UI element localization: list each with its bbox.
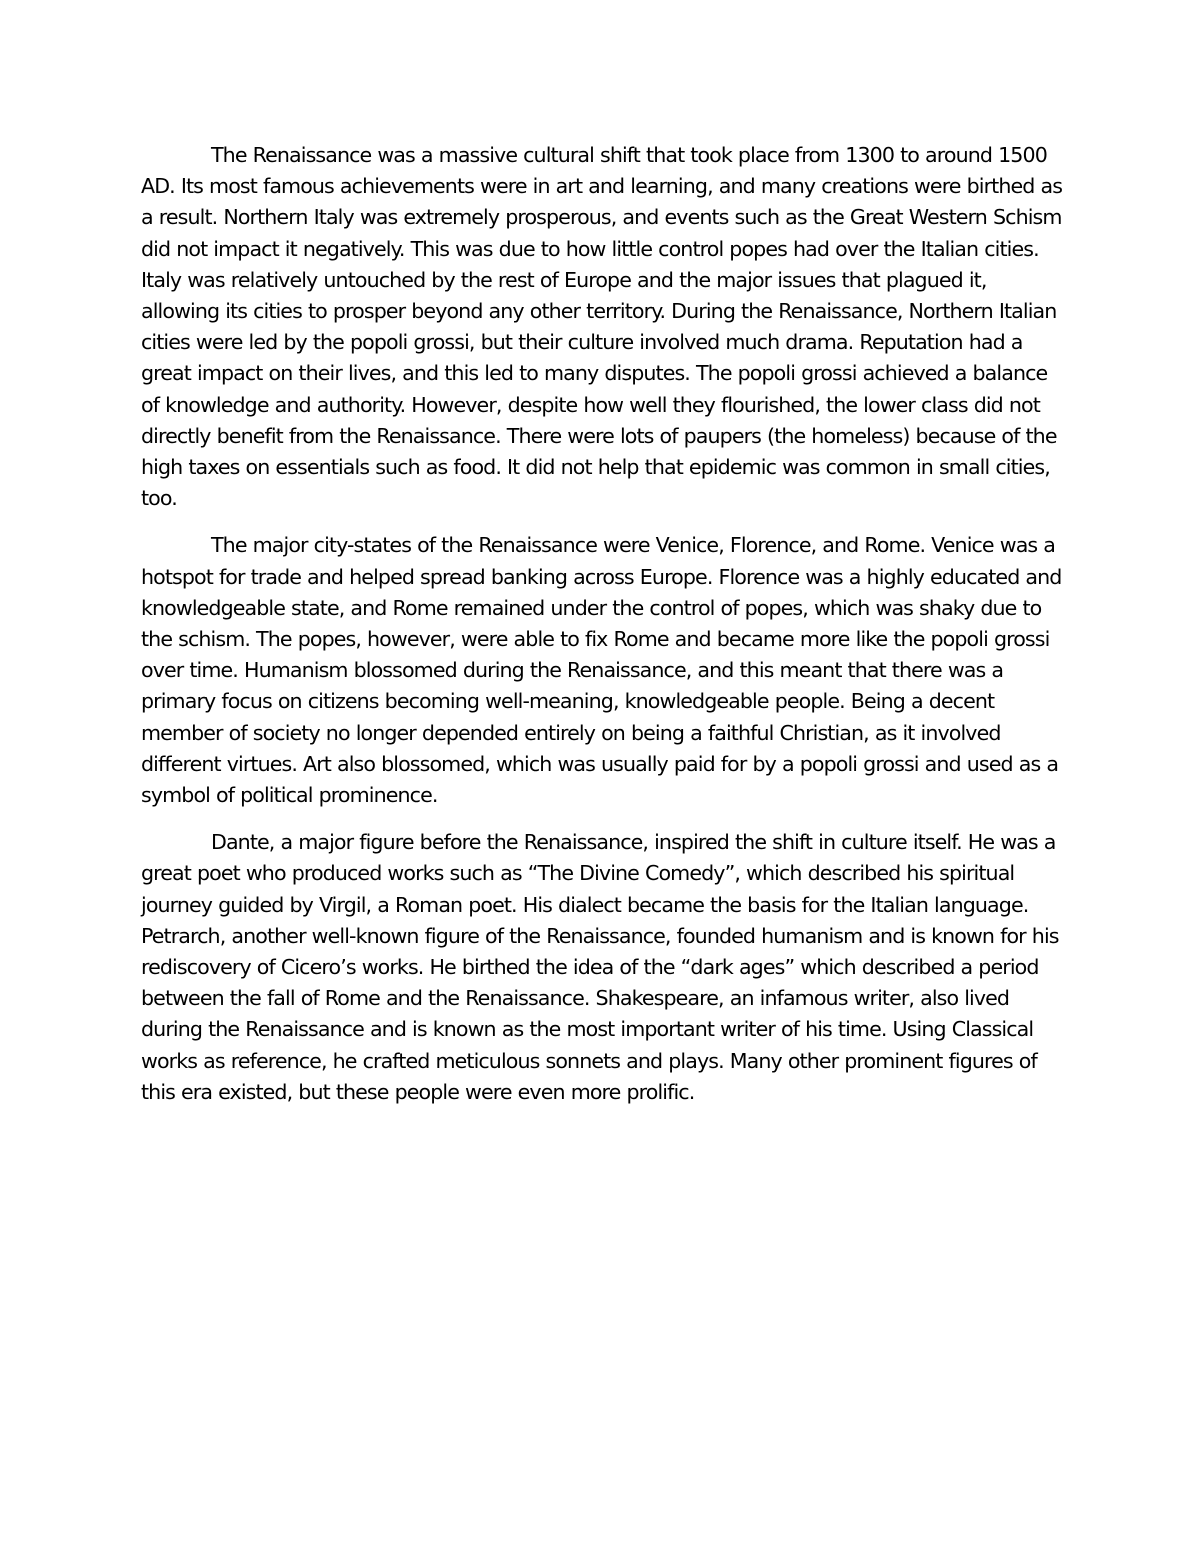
paragraph-1: The Renaissance was a massive cultural shift that took place from 1300 to around 1500 AD. Its most famous achievements were in art and learning, and many creations were birthed as a result. Northern Italy was extremely prosperous, and events such as the Great Western Schism did not impact it negatively. This was due to how little control popes had over the Italian cities. Italy was relatively untouched by the rest of Europe and the major issues that plagued it, allowing its cities to prosper beyond any other territory. During the Renaissance, Northern Italian cities were led by the popoli grossi, but their culture involved much drama. Reputation had a great impact on their lives, and this led to many disputes. The popoli grossi achieved a balance of knowledge and authority. However, despite how well they flourished, the lower class did not directly benefit from the Renaissance. There were lots of paupers (the homeless) because of the high taxes on essentials such as food. It did not help that epidemic was common in small cities, too. xyxy=(141,143,1063,511)
document-body xyxy=(141,140,1066,1124)
paragraph-2: The major city-states of the Renaissance were Venice, Florence, and Rome. Venice was a hotspot for trade and helped spread banking across Europe. Florence was a highly educated and knowledgeable state, and Rome remained under the control of popes, which was shaky due to the schism. The popes, however, were able to fix Rome and became more like the popoli grossi over time. Humanism blossomed during the Renaissance, and this meant that there was a primary focus on citizens becoming well-meaning, knowledgeable people. Being a decent member of society no longer depended entirely on being a faithful Christian, as it involved different virtues. Art also blossomed, which was usually paid for by a popoli grossi and used as a symbol of political prominence. xyxy=(141,533,1062,808)
paragraph-3: Dante, a major figure before the Renaissance, inspired the shift in culture itself. He was a great poet who produced works such as “The Divine Comedy”, which described his spiritual journey guided by Virgil, a Roman poet. His dialect became the basis for the Italian language. Petrarch, another well-known figure of the Renaissance, founded humanism and is known for his rediscovery of Cicero’s works. He birthed the idea of the “dark ages” which described a period between the fall of Rome and the Renaissance. Shakespeare, an infamous writer, also lived during the Renaissance and is known as the most important writer of his time. Using Classical works as reference, he crafted meticulous sonnets and plays. Many other prominent figures of this era existed, but these people were even more prolific. xyxy=(141,830,1059,1104)
